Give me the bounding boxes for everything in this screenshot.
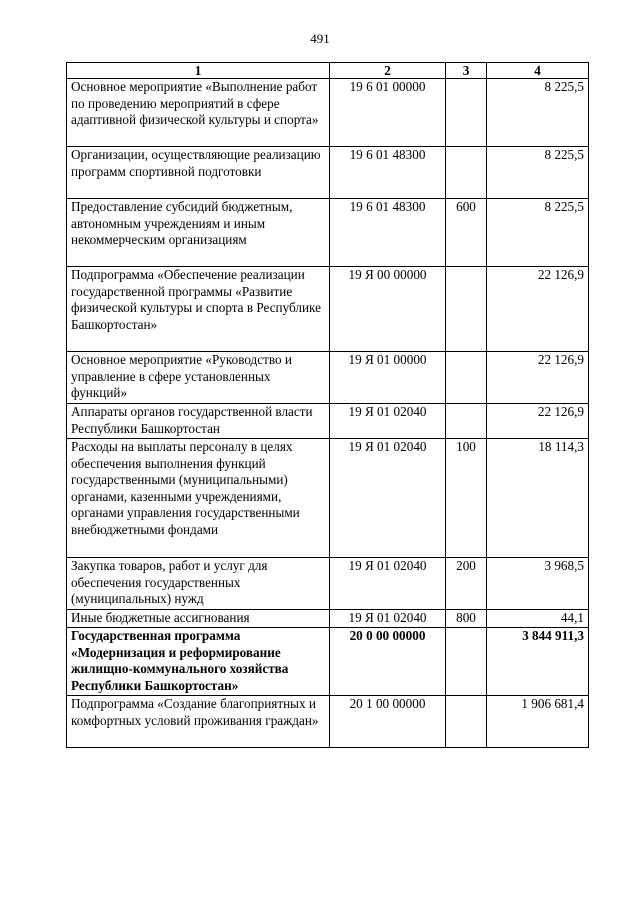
- table-row: [67, 79, 589, 147]
- row-code: 19 Я 00 00000: [330, 267, 446, 352]
- row-expense-type: 100: [446, 439, 487, 558]
- row-code: 19 Я 01 02040: [330, 558, 446, 610]
- row-expense-type: [446, 267, 487, 352]
- row-amount: 44,1: [487, 610, 589, 628]
- row-expense-type: [446, 696, 487, 748]
- page-number: 491: [310, 31, 330, 46]
- table-row: [67, 147, 589, 199]
- row-code: 20 1 00 00000: [330, 696, 446, 748]
- budget-table: [66, 62, 589, 748]
- column-header-3: 3: [446, 63, 487, 79]
- row-expense-type: [446, 404, 487, 439]
- row-amount: 22 126,9: [487, 267, 589, 352]
- row-amount: 18 114,3: [487, 439, 589, 558]
- row-name: Основное мероприятие «Выполнение работ по проведению мероприятий в сфере адаптивной физической культуры и спорта»: [67, 79, 330, 147]
- row-name: Иные бюджетные ассигнования: [67, 610, 330, 628]
- table-header-row: [67, 63, 589, 79]
- table-row: [67, 352, 589, 404]
- row-amount: 1 906 681,4: [487, 696, 589, 748]
- row-name: Подпрограмма «Создание благоприятных и комфортных условий проживания граждан»: [67, 696, 330, 748]
- row-code: 19 6 01 48300: [330, 199, 446, 267]
- table-row: [67, 558, 589, 610]
- column-header-4: 4: [487, 63, 589, 79]
- row-expense-type: [446, 628, 487, 696]
- row-name: Закупка товаров, работ и услуг для обеспечения государственных (муниципальных) нужд: [67, 558, 330, 610]
- row-amount: 8 225,5: [487, 199, 589, 267]
- row-expense-type: 600: [446, 199, 487, 267]
- table-row: [67, 610, 589, 628]
- row-expense-type: [446, 352, 487, 404]
- table-row: [67, 267, 589, 352]
- row-name: Предоставление субсидий бюджетным, автономным учреждениям и иным некоммерческим организациям: [67, 199, 330, 267]
- row-code: 19 6 01 00000: [330, 79, 446, 147]
- row-name: Подпрограмма «Обеспечение реализации государственной программы «Развитие физической культуры и спорта в Республике Башкортостан»: [67, 267, 330, 352]
- row-name: Государственная программа «Модернизация и реформирование жилищно-коммунального хозяйства Республики Башкортостан»: [67, 628, 330, 696]
- row-code: 20 0 00 00000: [330, 628, 446, 696]
- row-amount: 3 844 911,3: [487, 628, 589, 696]
- row-expense-type: 200: [446, 558, 487, 610]
- row-name: Аппараты органов государственной власти Республики Башкортостан: [67, 404, 330, 439]
- row-amount: 22 126,9: [487, 352, 589, 404]
- column-header-1: 1: [67, 63, 330, 79]
- row-amount: 8 225,5: [487, 79, 589, 147]
- table-row: [67, 696, 589, 748]
- row-code: 19 Я 01 00000: [330, 352, 446, 404]
- column-header-2: 2: [330, 63, 446, 79]
- table-row: [67, 628, 589, 696]
- row-name: Организации, осуществляющие реализацию программ спортивной подготовки: [67, 147, 330, 199]
- row-code: 19 6 01 48300: [330, 147, 446, 199]
- row-amount: 22 126,9: [487, 404, 589, 439]
- row-name: Основное мероприятие «Руководство и управление в сфере установленных функций»: [67, 352, 330, 404]
- row-expense-type: 800: [446, 610, 487, 628]
- row-amount: 8 225,5: [487, 147, 589, 199]
- row-expense-type: [446, 79, 487, 147]
- table-row: [67, 404, 589, 439]
- table-row: [67, 439, 589, 558]
- row-expense-type: [446, 147, 487, 199]
- row-code: 19 Я 01 02040: [330, 610, 446, 628]
- row-amount: 3 968,5: [487, 558, 589, 610]
- row-name: Расходы на выплаты персоналу в целях обеспечения выполнения функций государственными (муниципальными) органами, казенными учреждениями, органами управления государственными внебюджетными фондами: [67, 439, 330, 558]
- row-code: 19 Я 01 02040: [330, 439, 446, 558]
- row-code: 19 Я 01 02040: [330, 404, 446, 439]
- table-row: [67, 199, 589, 267]
